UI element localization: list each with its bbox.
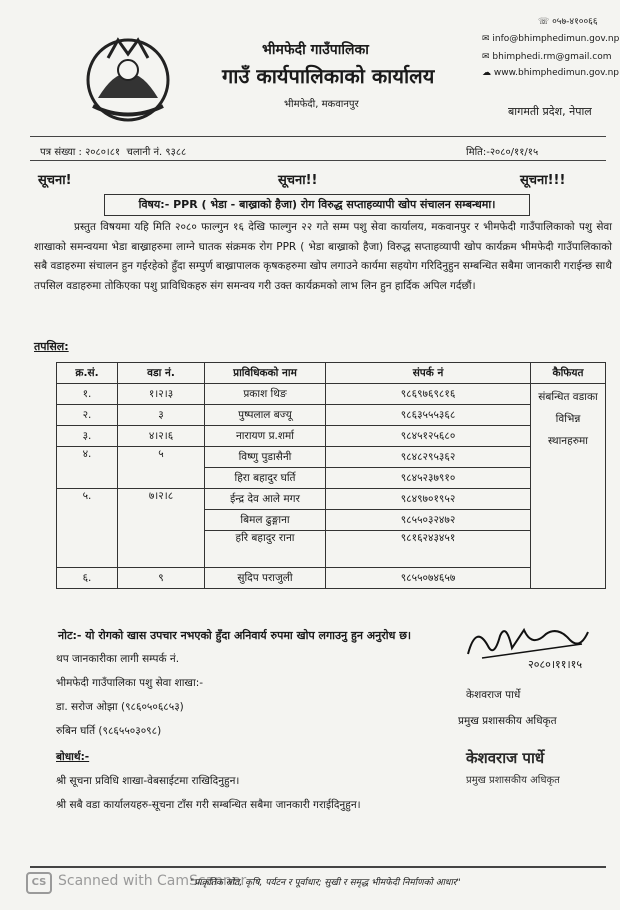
note-text: नोट:- यो रोगको खास उपचार नभएको हुँदा अनिवार्य रुपमा खोप लगाउनु हुन अनुरोध छ। bbox=[58, 629, 412, 642]
cell-name: हरि बहादुर राना bbox=[205, 531, 326, 568]
cell-sn: ५. bbox=[57, 489, 118, 568]
divider bbox=[30, 160, 606, 161]
cell-name: नारायण प्र.शर्मा bbox=[205, 426, 326, 447]
phone-icon: ☏ bbox=[538, 17, 553, 27]
globe-icon: ☁ bbox=[482, 68, 494, 78]
cell-name: हिरा बहादुर घर्ति bbox=[205, 468, 326, 489]
cell-phone: ९८६९७६९८१६ bbox=[326, 384, 531, 405]
notice-label-1: सूचना! bbox=[38, 173, 72, 188]
cell-phone: ९८१६२४३४५१ bbox=[326, 531, 531, 568]
divider bbox=[30, 136, 606, 137]
col-ward: वडा नं. bbox=[118, 363, 205, 384]
col-name: प्राविधिकको नाम bbox=[205, 363, 326, 384]
signatory-name: केशवराज पार्धे bbox=[466, 689, 521, 701]
cell-ward: ५ bbox=[118, 447, 205, 489]
cell-sn: ६. bbox=[57, 568, 118, 589]
cell-ward: १।२।३ bbox=[118, 384, 205, 405]
letter-date: मिति:-२०८०/११/१५ bbox=[466, 147, 539, 158]
email-gmail[interactable]: ✉ bhimphedi.rm@gmail.com bbox=[482, 52, 612, 62]
table-row bbox=[57, 447, 606, 468]
stamp-name: केशवराज पार्धे bbox=[466, 749, 545, 767]
signature-mark bbox=[462, 618, 592, 670]
table-header-row bbox=[57, 363, 606, 384]
cell-phone: ९८४८२९५३६२ bbox=[326, 447, 531, 468]
table-row bbox=[57, 489, 606, 510]
website-link[interactable]: ☁ www.bhimphedimun.gov.np bbox=[482, 68, 620, 78]
more-info-section: भीमफेदी गाउँपालिका पशु सेवा शाखा:- bbox=[56, 677, 204, 689]
cc-item-1: श्री सूचना प्रविधि शाखा-वेबसाईटमा राखिदिनुहुन। bbox=[56, 775, 240, 787]
col-remarks: कैफियत bbox=[531, 363, 606, 384]
contact-2: रुबिन घर्ति (९८६५५०३०९८) bbox=[56, 725, 162, 737]
cell-phone: ९८४९७०१९५२ bbox=[326, 489, 531, 510]
cell-phone: ९८६३५५५३६८ bbox=[326, 405, 531, 426]
office-name: गाउँ कार्यपालिकाको कार्यालय bbox=[222, 64, 435, 88]
body-paragraph: प्रस्तुत विषयमा यहि मिति २०८० फाल्गुन १६ देखि फाल्गुन २२ गते सम्म पशु सेवा कार्यालय, मकवानपुर र भीमफेदी गाउँपालिकाको पशु सेवा शाखाको समन्वयमा भेडा बाख्राहरुमा लाग्ने घातक संक्रमक रोग PPR ( भेडा बाख्राको हैजा) विरुद्ध सप्ताहव्यापी खोप कार्यक्रम भीमफेदी गाउँपालिकाको सबै वडाहरुमा संचालन हुन गईरहेको हुँदा सम्पुर्ण बाख्रापालक कृषकहरुमा खोप लगाउने कार्यमा सहयोग गरिदिनुहुन सम्बन्धित सबैमा जानकारी गराईन्छ साथै तपसिल वडाहरुमा तोकिएका पशु प्राविधिकहरु संग समन्वय गरी उक्त कार्यक्रमको लाभ लिन हुन हार्दिक अपिल गर्दछौं। bbox=[34, 221, 612, 292]
cell-sn: २. bbox=[57, 405, 118, 426]
cell-sn: ३. bbox=[57, 426, 118, 447]
cc-item-2: श्री सबै वडा कार्यालयहरु-सूचना टाँस गरी सम्बन्धित सबैमा जानकारी गराईदिनुहुन। bbox=[56, 799, 361, 811]
province-label: बागमती प्रदेश, नेपाल bbox=[508, 105, 592, 118]
cell-name: विष्णु पुडासैनी bbox=[205, 447, 326, 468]
email-info[interactable]: ✉ info@bhimphedimun.gov.np bbox=[482, 34, 620, 44]
cell-name: ईन्द्र देव आले मगर bbox=[205, 489, 326, 510]
details-heading: तपसिल: bbox=[34, 340, 69, 353]
cell-sn: ४. bbox=[57, 447, 118, 489]
cell-name: प्रकाश थिङ bbox=[205, 384, 326, 405]
footer-slogan: "प्राकृतिक स्रोत, कृषि, पर्यटन र पूर्वाधार; सुखी र समृद्ध भीमफेदी निर्माणको आधार" bbox=[190, 878, 461, 888]
cell-name: बिमल ढुङ्गाना bbox=[205, 510, 326, 531]
cell-sn: १. bbox=[57, 384, 118, 405]
more-info-heading: थप जानकारीका लागी सम्पर्क नं. bbox=[56, 653, 180, 665]
stamp-title: प्रमुख प्रशासकीय अधिकृत bbox=[466, 775, 560, 786]
cell-phone: ९८४५१२५६८० bbox=[326, 426, 531, 447]
col-phone: संपर्क नं bbox=[326, 363, 531, 384]
table-row bbox=[57, 405, 606, 426]
cell-phone: ९८५५०३२४७२ bbox=[326, 510, 531, 531]
table-row bbox=[57, 384, 606, 405]
technician-table bbox=[56, 362, 606, 589]
signatory-title: प्रमुख प्रशासकीय अधिकृत bbox=[458, 715, 557, 727]
col-serial: क्र.सं. bbox=[57, 363, 118, 384]
cell-ward: ९ bbox=[118, 568, 205, 589]
cell-remarks: संबन्धित वडाका विभिन्न स्थानहरुमा bbox=[531, 384, 606, 589]
cell-ward: ३ bbox=[118, 405, 205, 426]
nepal-emblem-logo bbox=[78, 28, 178, 128]
letter-number: पत्र संख्या : २०८०।८१ चलानी नं. ९३८८ bbox=[40, 147, 187, 158]
email-icon: ✉ bbox=[482, 34, 493, 44]
contact-1: डा. सरोज ओझा (९८६०५०६८५३) bbox=[56, 701, 184, 713]
cc-heading: बोधार्थ:- bbox=[56, 751, 90, 763]
notice-label-3: सूचना!!! bbox=[520, 173, 566, 188]
footer-divider bbox=[30, 866, 606, 868]
subject-line: विषय:- PPR ( भेडा - बाख्राको हैजा) रोग विरुद्ध सप्ताहव्यापी खोप संचालन सम्बन्धमा। bbox=[104, 194, 530, 216]
cell-name: सुदिप पराजुली bbox=[205, 568, 326, 589]
municipality-name: भीमफेदी गाउँपालिका bbox=[262, 42, 369, 58]
cell-ward: ४।२।६ bbox=[118, 426, 205, 447]
notice-label-2: सूचना!! bbox=[278, 173, 318, 188]
table-row bbox=[57, 568, 606, 589]
cell-name: पुष्पलाल बज्यू bbox=[205, 405, 326, 426]
table-row bbox=[57, 426, 606, 447]
cell-ward: ७।२।८ bbox=[118, 489, 205, 568]
office-address: भीमफेदी, मकवानपुर bbox=[284, 99, 359, 110]
scanner-watermark: CS Scanned with CamScanner bbox=[26, 872, 246, 894]
camscanner-icon: CS bbox=[26, 872, 52, 894]
cell-phone: ९८४५२३७९१० bbox=[326, 468, 531, 489]
cell-phone: ९८५५०७४६५७ bbox=[326, 568, 531, 589]
email-icon: ✉ bbox=[482, 52, 493, 62]
phone-number: ☏ ०५७-४१००६६ bbox=[538, 17, 598, 27]
signature-date: २०८०।११।१५ bbox=[528, 658, 583, 670]
